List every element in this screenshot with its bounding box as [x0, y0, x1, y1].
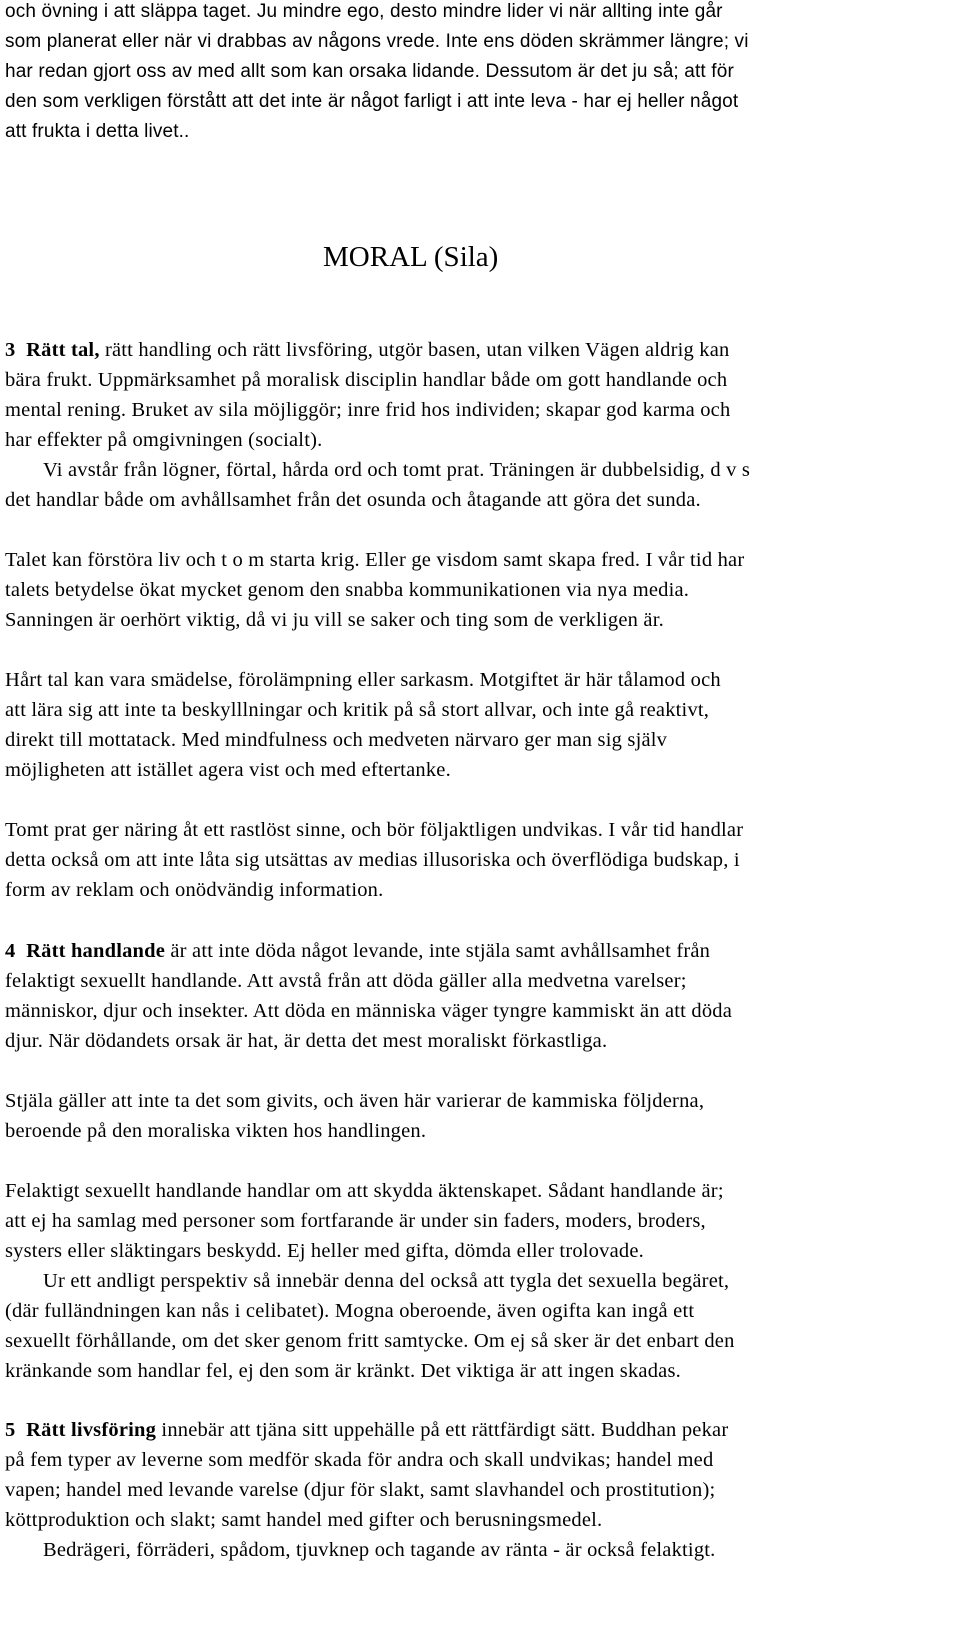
section-3-line: mental rening. Bruket av sila möjliggör; inre frid hos individen; skapar god karma och	[5, 399, 731, 421]
paragraph-talet-line: Talet kan förstöra liv och t o m starta krig. Eller ge visdom samt skapa fred. I vår tid har	[5, 549, 745, 571]
intro-line-2: som planerat eller när vi drabbas av någons vrede. Inte ens döden skrämmer längre; vi	[5, 31, 749, 52]
section-3-line: bära frukt. Uppmärksamhet på moralisk disciplin handlar både om gott handlande och	[5, 369, 728, 391]
section-4-line: människor, djur och insekter. Att döda en människa väger tyngre kammiskt än att döda	[5, 1000, 733, 1022]
section-3-number: 3	[5, 339, 16, 361]
section-4-number: 4	[5, 940, 16, 962]
section-3-line: Vi avstår från lögner, förtal, hårda ord och tomt prat. Träningen är dubbelsidig, d v s	[43, 459, 751, 481]
section-5-line: Bedrägeri, förräderi, spådom, tjuvknep och tagande av ränta - är också felaktigt.	[43, 1539, 716, 1561]
section-3-line: har effekter på omgivningen (socialt).	[5, 429, 323, 451]
paragraph-felaktigt-line: systers eller släktingars beskydd. Ej heller med gifta, dömda eller trolovade.	[5, 1240, 644, 1262]
intro-line-3: har redan gjort oss av med allt som kan orsaka lidande. Dessutom är det ju så; att för	[5, 61, 734, 82]
section-3-title: Rätt tal,	[26, 339, 100, 361]
intro-line-5: att frukta i detta livet..	[5, 121, 190, 142]
paragraph-hart-line: att lära sig att inte ta beskylllningar och kritik på så stort allvar, och inte gå reaktivt,	[5, 699, 710, 721]
paragraph-felaktigt-line: (där fulländningen kan nås i celibatet). Mogna oberoende, även ogifta kan ingå ett	[5, 1300, 695, 1322]
intro-line-4: den som verkligen förstått att det inte är något farligt i att inte leva - har ej heller något	[5, 91, 739, 112]
section-5-line: vapen; handel med levande varelse (djur för slakt, samt slavhandel och prostitution);	[5, 1479, 716, 1501]
paragraph-tomt-line: form av reklam och onödvändig information.	[5, 879, 384, 901]
paragraph-felaktigt-line: att ej ha samlag med personer som fortfarande är under sin faders, moders, broders,	[5, 1210, 706, 1232]
paragraph-tomt-line: detta också om att inte låta sig utsättas av medias illusoriska och överflödiga budskap, i	[5, 849, 740, 871]
section-3-first-line	[5, 339, 730, 362]
section-4-line: felaktigt sexuellt handlande. Att avstå från att döda gäller alla medvetna varelser;	[5, 970, 687, 992]
section-5-first-line	[5, 1419, 728, 1442]
paragraph-hart-line: Hårt tal kan vara smädelse, förolämpning eller sarkasm. Motgiftet är här tålamod och	[5, 669, 721, 691]
paragraph-hart-line: möjligheten att istället agera vist och med eftertanke.	[5, 759, 451, 781]
paragraph-stjala-line: beroende på den moraliska vikten hos handlingen.	[5, 1120, 427, 1142]
section-5-title: Rätt livsföring	[26, 1419, 157, 1441]
section-5-line-1-text: innebär att tjäna sitt uppehälle på ett rättfärdigt sätt. Buddhan pekar	[156, 1419, 729, 1441]
paragraph-felaktigt-line: Ur ett andligt perspektiv så innebär denna del också att tygla det sexuella begäret,	[43, 1270, 730, 1292]
section-5-number: 5	[5, 1419, 16, 1441]
section-heading: MORAL (Sila)	[323, 241, 499, 273]
section-5-line: på fem typer av leverne som medför skada för andra och skall undvikas; handel med	[5, 1449, 714, 1471]
paragraph-talet-line: Sanningen är oerhört viktig, då vi ju vill se saker och ting som de verkligen är.	[5, 609, 664, 631]
paragraph-stjala-line: Stjäla gäller att inte ta det som givits, och även här varierar de kammiska följderna,	[5, 1090, 705, 1112]
intro-line-1: och övning i att släppa taget. Ju mindre ego, desto mindre lider vi när allting inte går	[5, 1, 723, 22]
paragraph-felaktigt-line: Felaktigt sexuellt handlande handlar om att skydda äktenskapet. Sådant handlande är;	[5, 1180, 724, 1202]
section-4-line: djur. När dödandets orsak är hat, är detta det mest moraliskt förkastliga.	[5, 1030, 608, 1052]
section-4-line-1-text: är att inte döda något levande, inte stjäla samt avhållsamhet från	[165, 940, 711, 962]
section-5-line: köttproduktion och slakt; samt handel med gifter och berusningsmedel.	[5, 1509, 603, 1531]
paragraph-tomt-line: Tomt prat ger näring åt ett rastlöst sinne, och bör följaktligen undvikas. I vår tid handlar	[5, 819, 744, 841]
paragraph-felaktigt-line: kränkande som handlar fel, ej den som är kränkt. Det viktiga är att ingen skadas.	[5, 1360, 681, 1382]
paragraph-hart-line: direkt till mottatack. Med mindfulness och medveten närvaro ger man sig själv	[5, 729, 668, 751]
section-4-title: Rätt handlande	[26, 940, 166, 962]
paragraph-talet-line: talets betydelse ökat mycket genom den snabba kommunikationen via nya media.	[5, 579, 690, 601]
section-3-line-1-text: rätt handling och rätt livsföring, utgör basen, utan vilken Vägen aldrig kan	[99, 339, 730, 361]
section-4-first-line	[5, 940, 710, 963]
section-3-line: det handlar både om avhållsamhet från det osunda och åtagande att göra det sunda.	[5, 489, 701, 511]
paragraph-felaktigt-line: sexuellt förhållande, om det sker genom fritt samtycke. Om ej så sker är det enbart den	[5, 1330, 735, 1352]
